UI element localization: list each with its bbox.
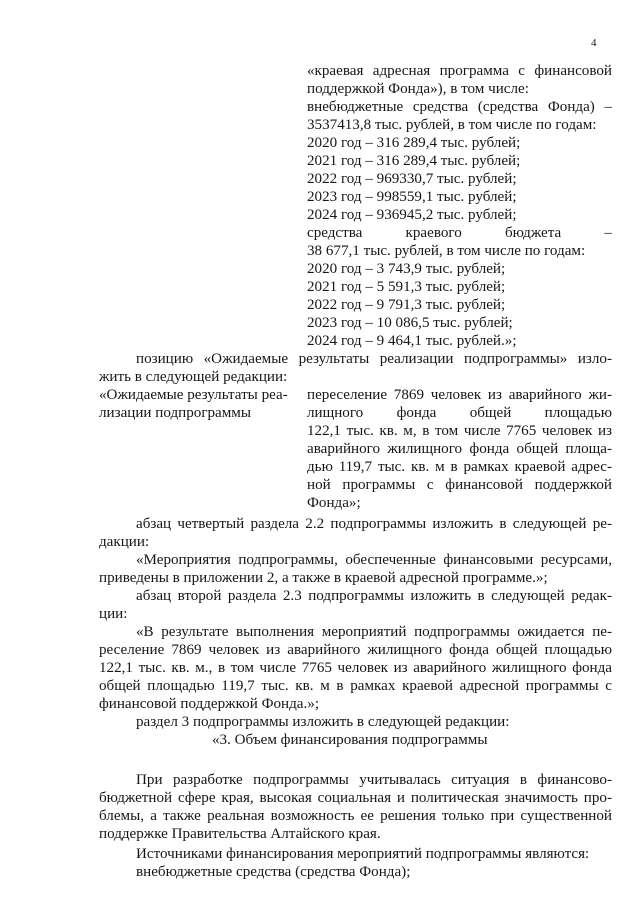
text-line: При разработке подпрограммы учитывалась ситуация в финансово- <box>136 772 612 788</box>
text-line: дакции: <box>99 534 150 550</box>
text-line: 2021 год – 316 289,4 тыс. рублей; <box>307 153 521 169</box>
text-line: финансовой поддержкой Фонда.»; <box>99 696 320 712</box>
text-line: поддержке Правительства Алтайского края. <box>99 826 381 842</box>
text-line: внебюджетные средства (средства Фонда); <box>136 864 411 880</box>
text-line: позицию «Ожидаемые результаты реализации подпрограммы» изло- <box>136 351 612 367</box>
table-cell-label: лизации подпрограммы <box>99 405 251 421</box>
text-line: жить в следующей редакции: <box>99 369 288 385</box>
text-line: «В результате выполнения мероприятий подпрограммы ожидается пе- <box>136 624 612 640</box>
text-line: 2022 год – 9 791,3 тыс. рублей; <box>307 297 506 313</box>
text-line: блемы, а также реальная возможность ее решения только при существенной <box>99 808 612 824</box>
text-line: приведены в приложении 2, а также в краевой адресной программе.»; <box>99 570 548 586</box>
text-line: абзац второй раздела 2.3 подпрограммы изложить в следующей редак- <box>136 588 612 604</box>
section-heading: «3. Объем финансирования подпрограммы <box>212 732 488 748</box>
text-line: внебюджетные средства (средства Фонда) – <box>307 99 612 115</box>
text-line: общей площадью 119,7 тыс. кв. м в рамках краевой адресной программы с <box>99 678 612 694</box>
text-line: реселение 7869 человек из аварийного жилищного фонда общей площадью <box>99 642 612 658</box>
text-line: 2024 год – 936945,2 тыс. рублей; <box>307 207 517 223</box>
text-line: 122,1 тыс. кв. м, в том числе 7765 человек из <box>307 423 612 439</box>
text-line: бюджетной сфере края, высокая социальная и политическая значимость про- <box>99 790 612 806</box>
text-line: 2020 год – 316 289,4 тыс. рублей; <box>307 135 521 151</box>
text-line: переселение 7869 человек из аварийного жи- <box>307 387 612 403</box>
table-cell-label: «Ожидаемые результаты реа- <box>99 387 288 403</box>
text-line: ции: <box>99 606 128 622</box>
text-line: дью 119,7 тыс. кв. м в рамках краевой адрес- <box>307 459 612 475</box>
text-line: лищного фонда общей площадью <box>307 405 612 421</box>
text-line: «краевая адресная программа с финансовой <box>307 63 612 79</box>
text-line: 2024 год – 9 464,1 тыс. рублей.»; <box>307 333 517 349</box>
text-line: ной программы с финансовой поддержкой <box>307 477 612 493</box>
text-line: 38 677,1 тыс. рублей, в том числе по годам: <box>307 243 586 259</box>
text-line: Источниками финансирования мероприятий подпрограммы являются: <box>136 846 590 862</box>
text-line: аварийного жилищного фонда общей площа- <box>307 441 612 457</box>
text-line: 2021 год – 5 591,3 тыс. рублей; <box>307 279 506 295</box>
text-line: Фонда»; <box>307 495 361 511</box>
text-line: 2020 год – 3 743,9 тыс. рублей; <box>307 261 506 277</box>
text-line: 3537413,8 тыс. рублей, в том числе по годам: <box>307 117 597 133</box>
text-line: поддержкой Фонда»), в том числе: <box>307 81 529 97</box>
text-line: 122,1 тыс. кв. м., в том числе 7765 человек из аварийного жилищного фонда <box>99 660 612 676</box>
text-line: абзац четвертый раздела 2.2 подпрограммы изложить в следующей ре- <box>136 516 612 532</box>
text-line: средства краевого бюджета – <box>307 225 612 241</box>
page-number: 4 <box>591 37 597 49</box>
text-line: раздел 3 подпрограммы изложить в следующей редакции: <box>136 714 510 730</box>
text-line: 2023 год – 998559,1 тыс. рублей; <box>307 189 517 205</box>
text-line: 2023 год – 10 086,5 тыс. рублей; <box>307 315 513 331</box>
text-line: 2022 год – 969330,7 тыс. рублей; <box>307 171 517 187</box>
text-line: «Мероприятия подпрограммы, обеспеченные финансовыми ресурсами, <box>136 552 612 568</box>
